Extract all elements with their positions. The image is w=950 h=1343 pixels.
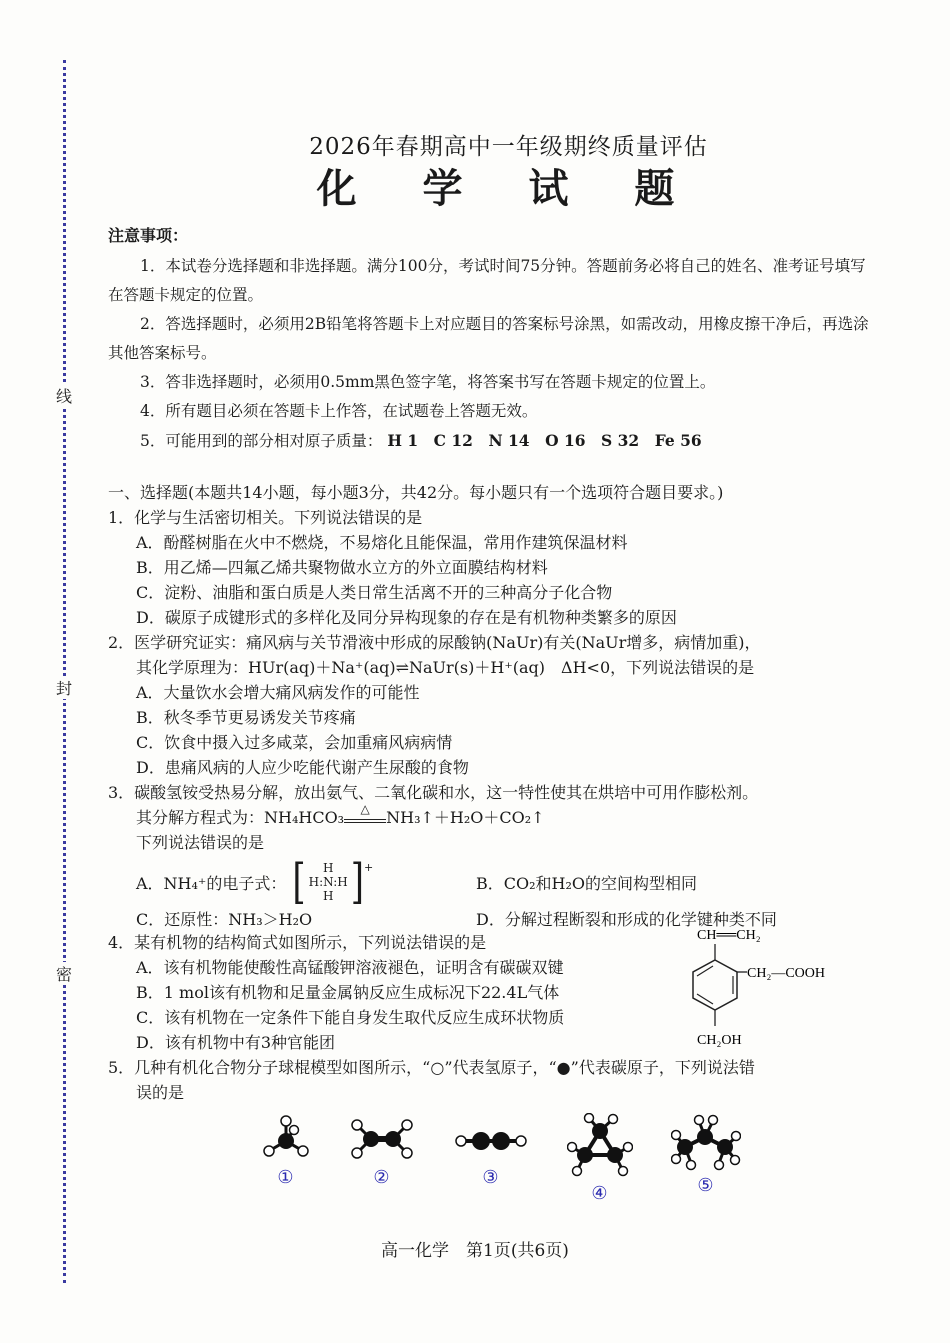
question-3-ask: 下列说法错误的是 xyxy=(136,833,265,852)
model-label-1: ① xyxy=(277,1167,294,1188)
q4-option-c: C．该有机物在一定条件下能自身发生取代反应生成环状物质 xyxy=(136,1008,565,1027)
q4-option-d: D．该有机物中有3种官能团 xyxy=(136,1033,336,1052)
struct-hydroxymethyl-label: CH₂OH xyxy=(697,1033,742,1048)
model-label-4: ④ xyxy=(591,1183,608,1204)
q1-option-d: D．碳原子成键形式的多样化及同分异构现象的存在是有机物种类繁多的原因 xyxy=(136,608,677,627)
model-label-5: ⑤ xyxy=(697,1175,714,1196)
notice-item-5-prefix: 5．可能用到的部分相对原子质量： xyxy=(140,432,383,450)
ammonium-lewis-structure xyxy=(292,854,374,910)
model-label-3: ③ xyxy=(482,1167,499,1188)
structural-formula xyxy=(683,926,873,1050)
bracket-left: [ xyxy=(292,854,306,910)
acetylene-model xyxy=(453,1113,529,1165)
molecule-model-3 xyxy=(453,1113,529,1204)
q3-option-d: D．分解过程断裂和形成的化学键种类不同 xyxy=(476,910,777,929)
question-5-stem-cont: 误的是 xyxy=(136,1083,185,1102)
lewis-h-top: H xyxy=(322,861,334,875)
struct-vinyl-label: CH══CH₂ xyxy=(697,928,761,943)
struct-acetic-label: CH₂—COOH xyxy=(747,966,825,981)
binding-line xyxy=(63,60,66,1283)
atomic-masses: H 1 C 12 N 14 O 16 S 32 Fe 56 xyxy=(387,431,702,450)
notice-item-2: 2．答选择题时，必须用2B铅笔将答题卡上对应题目的答案标号涂黑，如需改动，用橡皮擦干净后，再选涂其他答案标号。 xyxy=(108,315,869,362)
q2-option-c: C．饮食中摄入过多咸菜，会加重痛风病病情 xyxy=(136,733,453,752)
molecule-model-4 xyxy=(567,1113,633,1204)
molecule-model-2 xyxy=(349,1113,415,1204)
lewis-charge: + xyxy=(364,861,374,874)
question-3-equation xyxy=(108,802,873,830)
exam-page xyxy=(108,128,873,1204)
methane-model xyxy=(261,1113,311,1165)
q3-option-b: B．CO₂和H₂O的空间构型相同 xyxy=(476,873,698,893)
question-2-stem: 2．医学研究证实：痛风病与关节滑液中形成的尿酸钠(NaUr)有关(NaUr增多，病情加重)， xyxy=(108,633,761,652)
ball-stick-models xyxy=(128,1113,873,1204)
molecule-model-1 xyxy=(261,1113,311,1204)
section-heading: 一、选择题(本题共14小题，每小题3分，共42分。每小题只有一个选项符合题目要求。) xyxy=(108,483,724,502)
binding-char-mi: 密 xyxy=(52,962,76,985)
q4-option-a: A．该有机物能使酸性高锰酸钾溶液褪色，证明含有碳碳双键 xyxy=(136,958,564,977)
notice-title: 注意事项： xyxy=(108,226,189,245)
ethylene-model xyxy=(349,1113,415,1165)
q3-option-c: C．还原性：NH₃＞H₂O xyxy=(136,910,313,929)
q1-option-b: B．用乙烯—四氟乙烯共聚物做水立方的外立面膜结构材料 xyxy=(136,558,548,577)
question-4 xyxy=(108,930,873,1055)
q1-option-c: C．淀粉、油脂和蛋白质是人类日常生活离不开的三种高分子化合物 xyxy=(136,583,613,602)
binding-char-xian: 线 xyxy=(52,384,76,407)
q3-option-a: A．NH₄⁺的电子式： xyxy=(136,873,287,893)
q2-option-d: D．患痛风病的人应少吃能代谢产生尿酸的食物 xyxy=(136,758,469,777)
binding-char-feng: 封 xyxy=(52,676,76,699)
model-label-2: ② xyxy=(373,1167,390,1188)
question-4-stem: 4．某有机物的结构简式如图所示，下列说法错误的是 xyxy=(108,933,487,952)
eq-heat-condition: △ xyxy=(360,802,370,816)
question-3-stem: 3．碳酸氢铵受热易分解，放出氨气、二氧化碳和水，这一特性使其在烘培中可用作膨松剂。 xyxy=(108,783,759,802)
exam-title: 化 学 试 题 xyxy=(316,165,701,212)
lewis-h-bottom: H xyxy=(322,889,334,903)
molecule-model-5 xyxy=(671,1113,741,1204)
notice-item-1: 1．本试卷分选择题和非选择题。满分100分，考试时间75分钟。答题前务必将自己的姓名、准考证号填写在答题卡规定的位置。 xyxy=(108,257,866,304)
question-1-stem: 1．化学与生活密切相关。下列说法错误的是 xyxy=(108,508,423,527)
bracket-right: ] xyxy=(350,854,364,910)
question-5-stem: 5．几种有机化合物分子球棍模型如图所示，“○”代表氢原子，“●”代表碳原子，下列说法错 xyxy=(108,1058,755,1077)
notice-item-5 xyxy=(108,426,873,456)
q3-row-ab xyxy=(108,854,873,910)
q2-option-b: B．秋冬季节更易诱发关节疼痛 xyxy=(136,708,356,727)
notice-item-3: 3．答非选择题时，必须用0.5mm黑色签字笔，将答案书写在答题卡规定的位置上。 xyxy=(140,373,716,391)
lewis-center: H:N:H xyxy=(308,875,348,889)
cyclopropane-model xyxy=(567,1113,633,1181)
q1-option-a: A．酚醛树脂在火中不燃烧，不易熔化且能保温，常用作建筑保温材料 xyxy=(136,533,628,552)
exam-subtitle: 2026年春期高中一年级期终质量评估 xyxy=(309,134,708,160)
propane-model xyxy=(671,1113,741,1173)
q2-option-a: A．大量饮水会增大痛风病发作的可能性 xyxy=(136,683,420,702)
question-2-equation: 其化学原理为：HUr(aq)＋Na⁺(aq)⇌NaUr(s)＋H⁺(aq) ΔH<0，下列说法错误的是 xyxy=(136,658,755,677)
eq-prefix: 其分解方程式为：NH₄HCO₃ xyxy=(136,808,345,827)
notice-item-4: 4．所有题目必须在答题卡上作答，在试题卷上答题无效。 xyxy=(140,402,538,420)
q4-option-b: B．1 mol该有机物和足量金属钠反应生成标况下22.4L气体 xyxy=(136,983,560,1002)
eq-suffix: NH₃↑＋H₂O＋CO₂↑ xyxy=(386,808,545,827)
page-footer: 高一化学 第1页(共6页) xyxy=(381,1241,569,1261)
benzene-ring xyxy=(693,960,737,1010)
